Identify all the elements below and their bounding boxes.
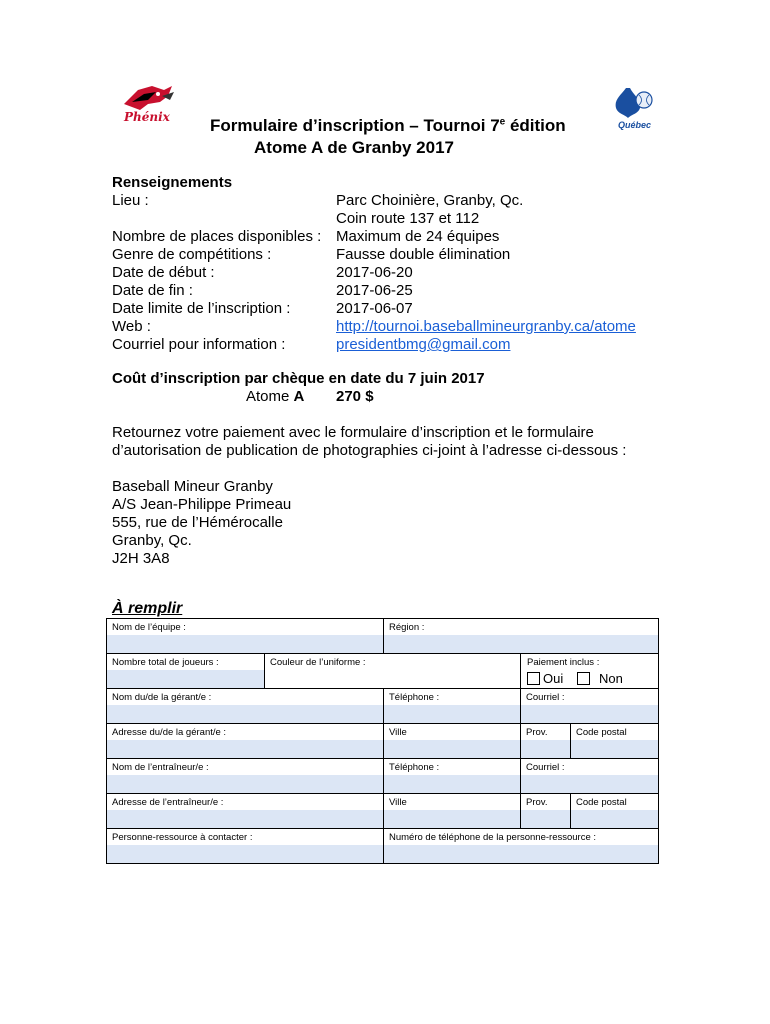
address-line-2: A/S Jean-Philippe Primeau <box>112 496 292 513</box>
team-name-field[interactable]: Nom de l’équipe : <box>107 619 384 654</box>
info-label-fin: Date de fin : <box>112 282 193 299</box>
info-value-lieu-2: Coin route 137 et 112 <box>336 210 480 227</box>
phenix-logo <box>118 82 178 130</box>
coach-prov-field[interactable]: Prov. <box>521 794 571 829</box>
cost-heading: Coût d’inscription par chèque en date du 7 juin 2017 <box>112 370 485 387</box>
info-label-courriel: Courriel pour information : <box>112 336 286 353</box>
coach-postal-code-field[interactable]: Code postal <box>571 794 658 829</box>
manager-city-field[interactable]: Ville <box>384 724 521 759</box>
payment-no-checkbox[interactable]: Non <box>577 671 623 686</box>
instructions-line-2: d’autorisation de publication de photographies ci-joint à l’adresse ci-dessous : <box>112 442 627 459</box>
page-subtitle: Atome A de Granby 2017 <box>254 138 454 157</box>
email-link[interactable]: presidentbmg@gmail.com <box>336 336 511 353</box>
manager-phone-field[interactable]: Téléphone : <box>384 689 521 724</box>
manager-email-field[interactable]: Courriel : <box>521 689 658 724</box>
info-label-places: Nombre de places disponibles : <box>112 228 322 245</box>
info-heading: Renseignements <box>112 174 233 191</box>
cost-amount: 270 $ <box>336 388 374 405</box>
payment-included-field: Paiement inclus : Oui Non <box>521 654 658 689</box>
page-title: Formulaire d’inscription – Tournoi 7e édition <box>210 116 566 135</box>
address-line-3: 555, rue de l’Hémérocalle <box>112 514 283 531</box>
coach-phone-field[interactable]: Téléphone : <box>384 759 521 794</box>
form-heading: À remplir <box>112 600 183 617</box>
manager-name-field[interactable]: Nom du/de la gérant/e : <box>107 689 384 724</box>
info-value-lieu: Parc Choinière, Granby, Qc. <box>336 192 524 209</box>
payment-yes-checkbox[interactable]: Oui <box>527 671 563 686</box>
address-line-1: Baseball Mineur Granby <box>112 478 273 495</box>
info-label-debut: Date de début : <box>112 264 215 281</box>
checkbox-icon <box>527 672 540 685</box>
coach-address-field[interactable]: Adresse de l’entraîneur/e : <box>107 794 384 829</box>
info-label-web: Web : <box>112 318 151 335</box>
web-link[interactable]: http://tournoi.baseballmineurgranby.ca/atome <box>336 318 636 335</box>
manager-postal-code-field[interactable]: Code postal <box>571 724 658 759</box>
coach-name-field[interactable]: Nom de l’entraîneur/e : <box>107 759 384 794</box>
address-line-5: J2H 3A8 <box>112 550 170 567</box>
uniform-color-field[interactable]: Couleur de l’uniforme : <box>265 654 521 689</box>
info-label-lieu: Lieu : <box>112 192 149 209</box>
instructions-line-1: Retournez votre paiement avec le formulaire d’inscription et le formulaire <box>112 424 594 441</box>
total-players-field[interactable]: Nombre total de joueurs : <box>107 654 265 689</box>
manager-address-field[interactable]: Adresse du/de la gérant/e : <box>107 724 384 759</box>
quebec-logo-text: Québec <box>618 120 652 130</box>
info-value-limite: 2017-06-07 <box>336 300 413 317</box>
info-value-fin: 2017-06-25 <box>336 282 413 299</box>
coach-city-field[interactable]: Ville <box>384 794 521 829</box>
cost-category: Atome A <box>246 388 305 405</box>
region-field[interactable]: Région : <box>384 619 658 654</box>
checkbox-icon <box>577 672 590 685</box>
coach-email-field[interactable]: Courriel : <box>521 759 658 794</box>
phenix-logo-text: Phénix <box>124 110 170 124</box>
address-line-4: Granby, Qc. <box>112 532 192 549</box>
info-value-places: Maximum de 24 équipes <box>336 228 500 245</box>
registration-form <box>106 618 659 864</box>
info-value-debut: 2017-06-20 <box>336 264 413 281</box>
info-label-genre: Genre de compétitions : <box>112 246 272 263</box>
manager-prov-field[interactable]: Prov. <box>521 724 571 759</box>
quebec-baseball-logo <box>608 82 658 132</box>
info-value-genre: Fausse double élimination <box>336 246 511 263</box>
contact-phone-field[interactable]: Numéro de téléphone de la personne-ressource : <box>384 829 658 863</box>
info-label-limite: Date limite de l’inscription : <box>112 300 291 317</box>
contact-person-field[interactable]: Personne-ressource à contacter : <box>107 829 384 863</box>
